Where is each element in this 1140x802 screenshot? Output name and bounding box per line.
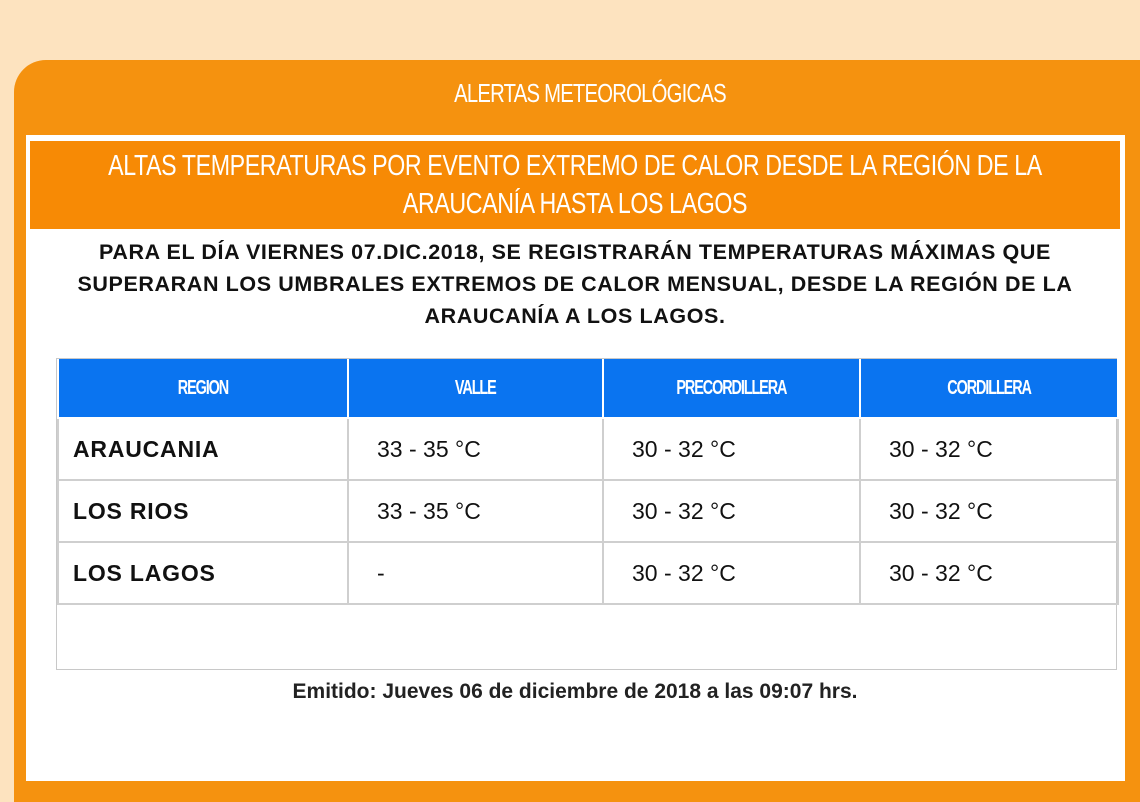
region-cell: LOS LAGOS (58, 542, 348, 604)
alert-heading-bar (30, 141, 1120, 229)
precordillera-cell: 30 - 32 °C (603, 418, 860, 480)
panel-title: ALERTAS METEOROLÓGICAS (454, 78, 726, 108)
valle-cell: 33 - 35 °C (348, 480, 603, 542)
temperature-table-container (56, 358, 1117, 670)
column-header-precordillera: PRECORDILLERA (603, 359, 860, 418)
precordillera-cell: 30 - 32 °C (603, 480, 860, 542)
valle-cell: - (348, 542, 603, 604)
alert-heading: ALTAS TEMPERATURAS POR EVENTO EXTREMO DE CALOR DESDE LA REGIÓN DE LA ARAUCANÍA HASTA LOS LAGOS (108, 150, 1042, 220)
alert-notice: PARA EL DÍA VIERNES 07.DIC.2018, SE REGISTRARÁN TEMPERATURAS MÁXIMAS QUE SUPERARAN LOS UMBRALES EXTREMOS DE CALOR MENSUAL, DESDE LA REGIÓN DE LA ARAUCANÍA A LOS LAGOS. (77, 240, 1073, 328)
table-row (58, 542, 1118, 604)
cordillera-cell: 30 - 32 °C (860, 542, 1118, 604)
region-cell: ARAUCANIA (58, 418, 348, 480)
precordillera-cell: 30 - 32 °C (603, 542, 860, 604)
table-header-row (58, 359, 1118, 418)
cordillera-cell: 30 - 32 °C (860, 480, 1118, 542)
column-header-valle: VALLE (348, 359, 603, 418)
temperature-table (57, 359, 1119, 605)
emitted-timestamp: Emitido: Jueves 06 de diciembre de 2018 a las 09:07 hrs. (292, 680, 858, 703)
table-row (58, 480, 1118, 542)
column-header-region: REGION (58, 359, 348, 418)
valle-cell: 33 - 35 °C (348, 418, 603, 480)
column-header-cordillera: CORDILLERA (860, 359, 1118, 418)
region-cell: LOS RIOS (58, 480, 348, 542)
cordillera-cell: 30 - 32 °C (860, 418, 1118, 480)
table-row (58, 418, 1118, 480)
